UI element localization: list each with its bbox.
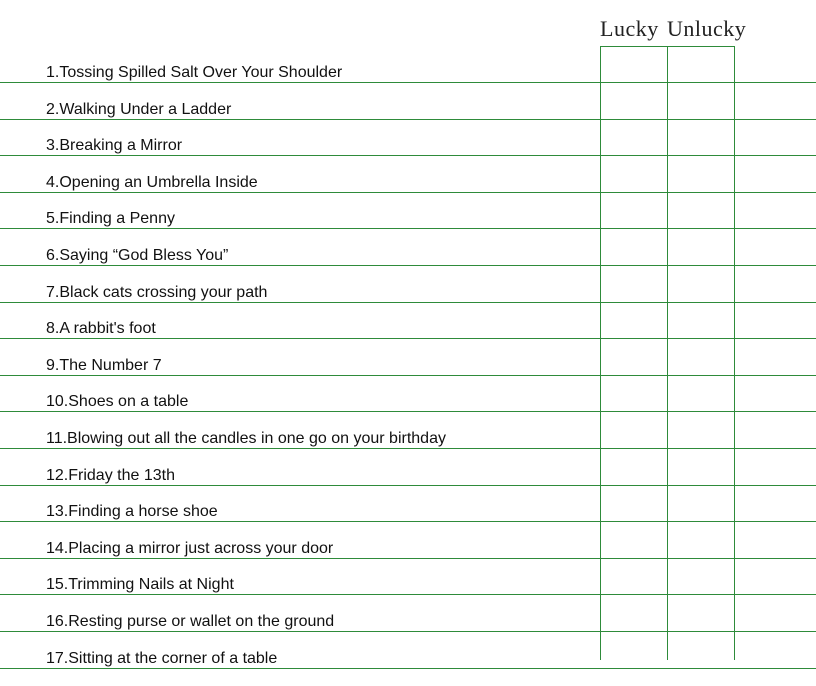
row-rule [0,302,816,303]
row-rule [0,485,816,486]
item-label: 7.Black cats crossing your path [46,283,268,301]
item-label: 13.Finding a horse shoe [46,503,218,521]
item-label: 8.A rabbit's foot [46,320,156,338]
list-item [0,137,816,174]
unlucky-checkbox[interactable] [668,650,735,668]
row-rule [0,411,816,412]
lucky-checkbox[interactable] [601,64,668,82]
list-item [0,101,816,138]
lucky-checkbox[interactable] [601,210,668,228]
item-label: 15.Trimming Nails at Night [46,576,234,594]
list-item [0,650,816,686]
row-rule [0,155,816,156]
unlucky-checkbox[interactable] [668,284,735,302]
unlucky-checkbox[interactable] [668,137,735,155]
lucky-checkbox[interactable] [601,393,668,411]
list-item [0,320,816,357]
lucky-checkbox[interactable] [601,576,668,594]
list-item [0,503,816,540]
lucky-checkbox[interactable] [601,320,668,338]
list-item [0,284,816,321]
row-rule [0,192,816,193]
row-rule [0,558,816,559]
list-item [0,540,816,577]
item-label: 17.Sitting at the corner of a table [46,649,278,667]
list-item [0,393,816,430]
row-rule [0,521,816,522]
row-rule [0,228,816,229]
unlucky-checkbox[interactable] [668,210,735,228]
row-rule [0,448,816,449]
item-label: 3.Breaking a Mirror [46,137,183,155]
lucky-checkbox[interactable] [601,137,668,155]
list-item [0,64,816,101]
header-unlucky: Unlucky [667,16,747,41]
row-rule [0,265,816,266]
unlucky-checkbox[interactable] [668,64,735,82]
unlucky-checkbox[interactable] [668,467,735,485]
lucky-checkbox[interactable] [601,503,668,521]
item-label: 6.Saying “God Bless You” [46,247,229,264]
lucky-checkbox[interactable] [601,613,668,631]
item-label: 16.Resting purse or wallet on the ground [46,613,335,630]
unlucky-checkbox[interactable] [668,101,735,119]
unlucky-checkbox[interactable] [668,430,735,448]
unlucky-checkbox[interactable] [668,320,735,338]
item-label: 4.Opening an Umbrella Inside [46,173,258,191]
lucky-checkbox[interactable] [601,650,668,668]
item-label: 10.Shoes on a table [46,393,189,411]
item-label: 2.Walking Under a Ladder [46,100,232,118]
list-item [0,613,816,650]
unlucky-checkbox[interactable] [668,503,735,521]
item-label: 5.Finding a Penny [46,210,175,228]
list-item [0,247,816,284]
unlucky-checkbox[interactable] [668,576,735,594]
lucky-checkbox[interactable] [601,357,668,375]
unlucky-checkbox[interactable] [668,357,735,375]
row-rule [0,594,816,595]
list-item [0,357,816,394]
item-label: 11.Blowing out all the candles in one go on your birthday [46,430,446,447]
lucky-checkbox[interactable] [601,174,668,192]
row-rule [0,119,816,120]
row-rule [0,82,816,83]
item-label: 14.Placing a mirror just across your door [46,539,334,557]
row-rule [0,631,816,632]
lucky-checkbox[interactable] [601,247,668,265]
row-rule [0,375,816,376]
item-label: 9.The Number 7 [46,356,162,374]
list-item [0,430,816,467]
item-label: 1.Tossing Spilled Salt Over Your Shoulder [46,64,343,81]
list-item [0,467,816,504]
unlucky-checkbox[interactable] [668,393,735,411]
item-label: 12.Friday the 13th [46,466,175,484]
lucky-checkbox[interactable] [601,101,668,119]
lucky-checkbox[interactable] [601,467,668,485]
unlucky-checkbox[interactable] [668,540,735,558]
row-rule [0,338,816,339]
lucky-checkbox[interactable] [601,540,668,558]
unlucky-checkbox[interactable] [668,174,735,192]
list-item [0,210,816,247]
list-item [0,174,816,211]
list-item [0,576,816,613]
header-lucky: Lucky [600,16,659,41]
lucky-checkbox[interactable] [601,284,668,302]
row-rule [0,668,816,669]
unlucky-checkbox[interactable] [668,613,735,631]
unlucky-checkbox[interactable] [668,247,735,265]
lucky-checkbox[interactable] [601,430,668,448]
